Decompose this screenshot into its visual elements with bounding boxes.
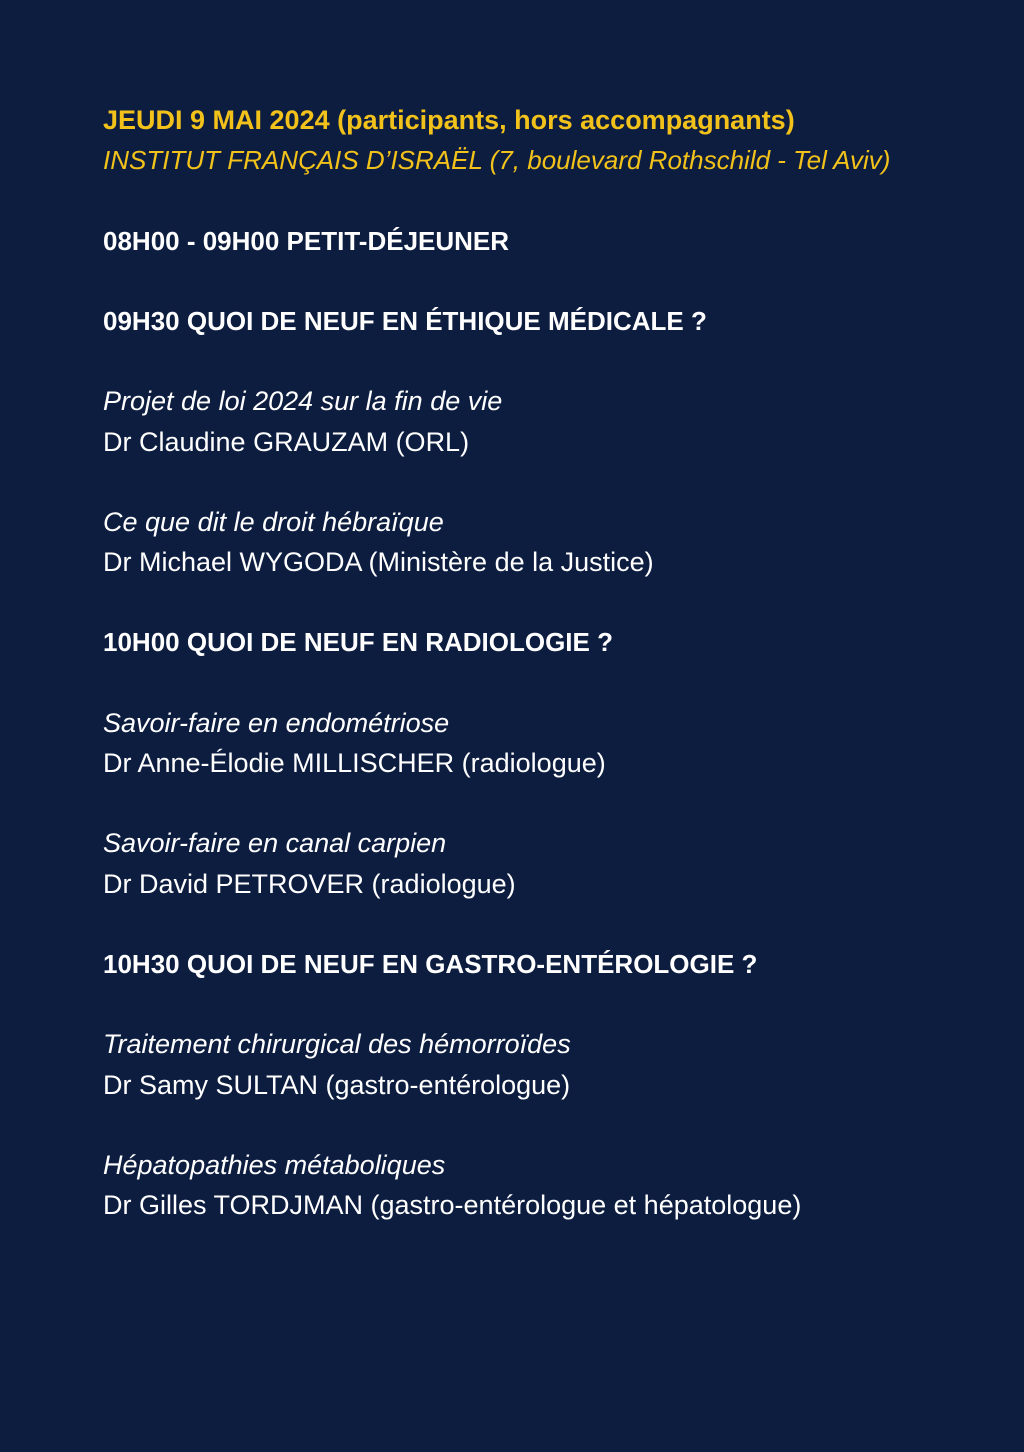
program-page — [103, 100, 983, 1225]
talk-speaker: Dr Claudine GRAUZAM (ORL) — [103, 426, 470, 457]
session-heading: 10H00 QUOI DE NEUF EN RADIOLOGIE ? — [103, 627, 613, 658]
talk-title: Ce que dit le droit hébraïque — [103, 506, 444, 537]
talk-speaker: Dr David PETROVER (radiologue) — [103, 868, 516, 899]
spacer — [103, 582, 983, 622]
talk-title: Savoir-faire en endométriose — [103, 707, 450, 738]
talk-title: Traitement chirurgical des hémorroïdes — [103, 1029, 571, 1060]
spacer — [103, 341, 983, 381]
talk-speaker: Dr Anne-Élodie MILLISCHER (radiologue) — [103, 748, 606, 778]
spacer — [103, 663, 983, 703]
spacer — [103, 462, 983, 502]
breakfast-heading: 08H00 - 09H00 PETIT-DÉJEUNER — [103, 225, 510, 256]
talk-speaker: Dr Michael WYGODA (Ministère de la Justice) — [103, 547, 654, 578]
spacer — [103, 1105, 983, 1145]
event-date: JEUDI 9 MAI 2024 (participants, hors accompagnants) — [103, 105, 795, 135]
spacer — [103, 783, 983, 823]
talk-title: Hépatopathies métaboliques — [103, 1149, 446, 1180]
spacer — [103, 180, 983, 220]
talk-speaker: Dr Samy SULTAN (gastro-entérologue) — [103, 1069, 571, 1100]
spacer — [103, 904, 983, 944]
session-heading: 10H30 QUOI DE NEUF EN GASTRO-ENTÉROLOGIE ? — [103, 948, 758, 979]
talk-title: Savoir-faire en canal carpien — [103, 828, 447, 859]
spacer — [103, 984, 983, 1024]
session-heading: 09H30 QUOI DE NEUF EN ÉTHIQUE MÉDICALE ? — [103, 305, 707, 336]
talk-speaker: Dr Gilles TORDJMAN (gastro-entérologue et hépatologue) — [103, 1190, 802, 1221]
spacer — [103, 261, 983, 301]
talk-title: Projet de loi 2024 sur la fin de vie — [103, 386, 503, 417]
event-venue: INSTITUT FRANÇAIS D’ISRAËL (7, boulevard Rothschild - Tel Aviv) — [103, 145, 891, 176]
